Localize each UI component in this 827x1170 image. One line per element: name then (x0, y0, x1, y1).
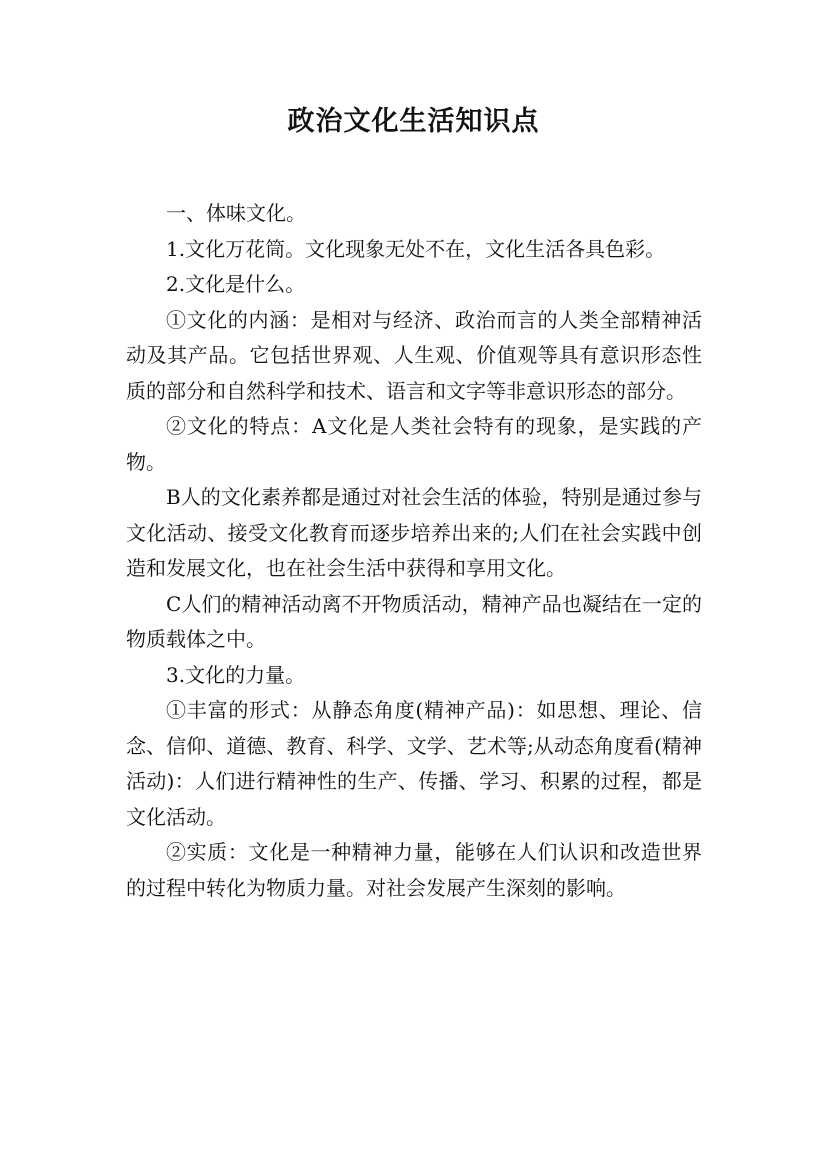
document-title: 政治文化生活知识点 (287, 106, 540, 137)
heading-power-of-culture: 3.文化的力量。 (166, 662, 306, 687)
paragraph-rich-forms: ①丰富的形式：从静态角度(精神产品)：如思想、理论、信念、信仰、道德、教育、科学、文学、艺术等;从动态角度看(精神活动)：人们进行精神性的生产、传播、学习、积累的过程，都是文化活动。 (126, 698, 702, 829)
paragraph-culture-kaleidoscope: 1.文化万花筒。文化现象无处不在，文化生活各具色彩。 (166, 236, 666, 261)
heading-section-1: 一、体味文化。 (166, 201, 306, 225)
paragraph-culture-features-b: B人的文化素养都是通过对社会生活的体验，特别是通过参与文化活动、接受文化教育而逐步培养出来的;人们在社会实践中创造和发展文化，也在社会生活中获得和享用文化。 (126, 485, 702, 580)
document-body (126, 196, 702, 906)
paragraph-essence: ②实质：文化是一种精神力量，能够在人们认识和改造世界的过程中转化为物质力量。对社会发展产生深刻的影响。 (126, 840, 702, 900)
paragraph-culture-connotation: ①文化的内涵：是相对与经济、政治而言的人类全部精神活动及其产品。它包括世界观、人生观、价值观等具有意识形态性质的部分和自然科学和技术、语言和文字等非意识形态的部分。 (126, 307, 702, 403)
paragraph-culture-features-a: ②文化的特点：A文化是人类社会特有的现象，是实践的产物。 (126, 414, 702, 474)
heading-what-is-culture: 2.文化是什么。 (166, 272, 306, 296)
paragraph-culture-features-c: C人们的精神活动离不开物质活动，精神产品也凝结在一定的物质载体之中。 (126, 591, 702, 651)
